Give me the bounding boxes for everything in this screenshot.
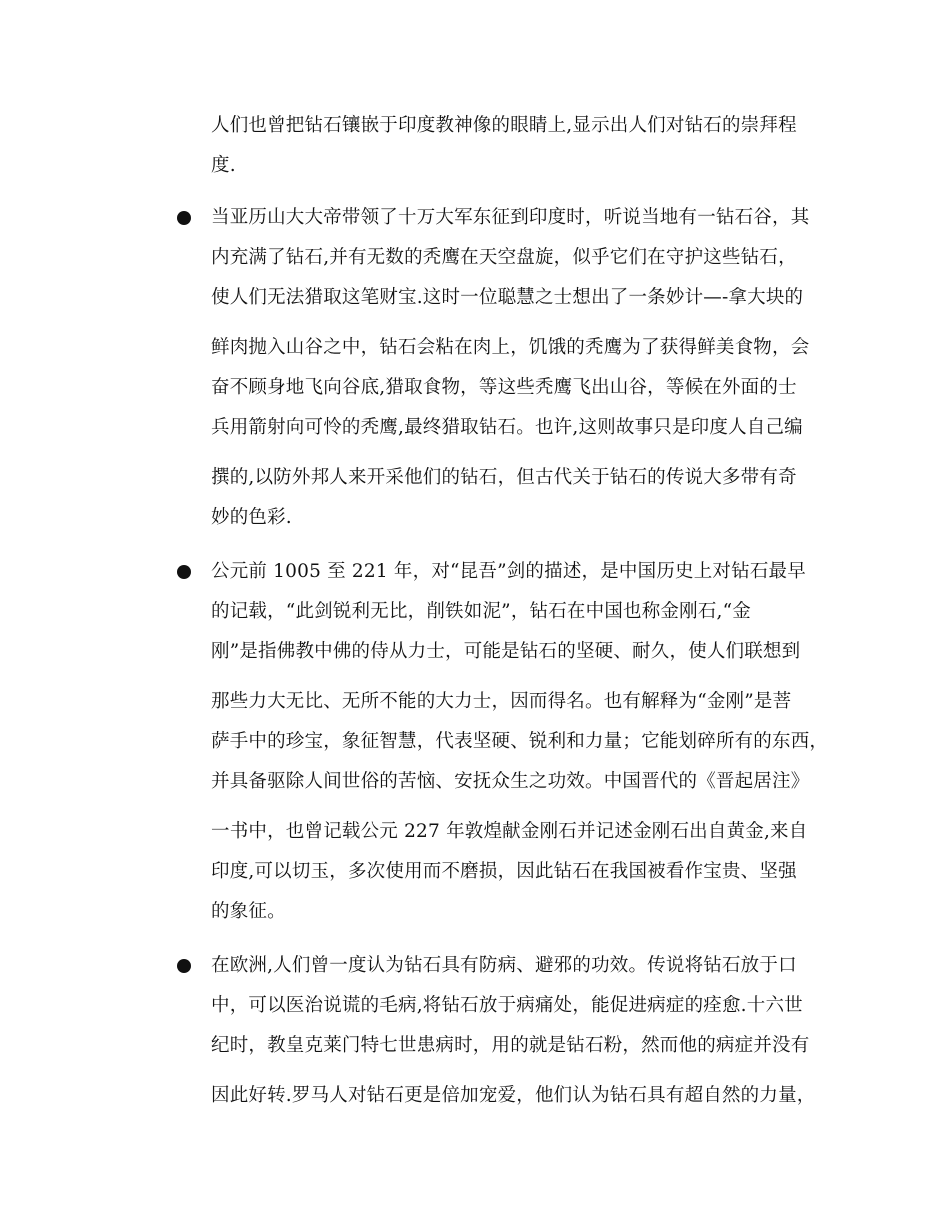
- bullet-dot: [177, 565, 191, 579]
- bullet-dot: [177, 959, 191, 973]
- text-line: 一书中，也曾记载公元 227 年敦煌献金刚石并记述金刚石出自黄金,来自: [211, 821, 808, 842]
- text-line: 那些力大无比、无所不能的大力士，因而得名。也有解释为“金刚”是菩: [211, 691, 792, 712]
- text-line: 公元前 1005 至 221 年，对“昆吾”剑的描述，是中国历史上对钻石最早: [211, 561, 806, 582]
- text-line: 撰的,以防外邦人来开采他们的钻石，但古代关于钻石的传说大多带有奇: [211, 467, 797, 488]
- text-line: 萨手中的珍宝，象征智慧，代表坚硬、锐利和力量；它能划碎所有的东西，: [211, 731, 829, 752]
- text-line: 的象征。: [211, 901, 286, 922]
- text-line: 内充满了钻石,并有无数的秃鹰在天空盘旋，似乎它们在守护这些钻石，: [211, 247, 797, 268]
- text-line: 鲜肉抛入山谷之中，钻石会粘在肉上，饥饿的秃鹰为了获得鲜美食物，会: [211, 337, 810, 358]
- text-line: 印度,可以切玉，多次使用而不磨损，因此钻石在我国被看作宝贵、坚强: [211, 861, 797, 882]
- text-line: 度.: [211, 155, 236, 176]
- text-line: 使人们无法猎取这笔财宝.这时一位聪慧之士想出了一条妙计—-拿大块的: [211, 287, 804, 308]
- text-line: 并具备驱除人间世俗的苦恼、安抚众生之功效。中国晋代的《晋起居注》: [211, 771, 810, 792]
- text-line: 中，可以医治说谎的毛病,将钻石放于病痛处，能促进病症的痊愈.十六世: [211, 995, 803, 1016]
- text-line: 妙的色彩.: [211, 507, 292, 528]
- text-line: 兵用箭射向可怜的秃鹰,最终猎取钻石。也许,这则故事只是印度人自己编: [211, 417, 803, 438]
- text-line: 纪时，教皇克莱门特七世患病时，用的就是钻石粉，然而他的病症并没有: [211, 1035, 810, 1056]
- text-line: 当亚历山大大帝带领了十万大军东征到印度时，听说当地有一钻石谷，其: [211, 207, 810, 228]
- bullet-dot: [177, 211, 191, 225]
- text-line: 因此好转.罗马人对钻石更是倍加宠爱，他们认为钻石具有超自然的力量，: [211, 1085, 816, 1106]
- text-line: 人们也曾把钻石镶嵌于印度教神像的眼睛上,显示出人们对钻石的崇拜程: [211, 115, 797, 136]
- text-line: 的记载，“此剑锐利无比，削铁如泥”，钻石在中国也称金刚石,“金: [211, 601, 751, 622]
- text-line: 奋不顾身地飞向谷底,猎取食物，等这些秃鹰飞出山谷，等候在外面的士: [211, 377, 797, 398]
- text-line: 刚”是指佛教中佛的侍从力士，可能是钻石的坚硬、耐久，使人们联想到: [211, 641, 801, 662]
- text-line: 在欧洲,人们曾一度认为钻石具有防病、避邪的功效。传说将钻石放于口: [211, 955, 797, 976]
